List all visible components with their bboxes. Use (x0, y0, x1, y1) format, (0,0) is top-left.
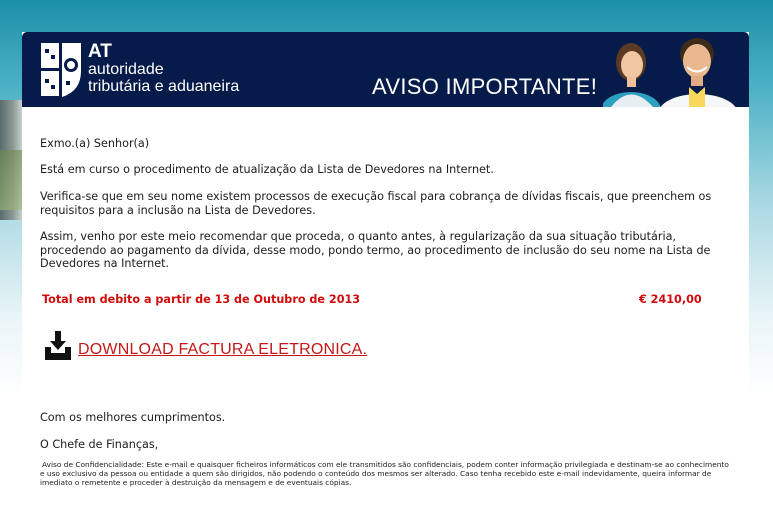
logo-line-1: autoridade (88, 61, 164, 78)
greeting: Exmo.(a) Senhor(a) (40, 137, 150, 150)
signature: O Chefe de Finanças, (40, 438, 159, 451)
paragraph-2: Verifica-se que em seu nome existem processos de execução fiscal para cobrança de dívidas fiscais, que preenchem os requisitos para a inclusão na Lista de Devedores. (40, 190, 712, 217)
download-invoice-link[interactable] (44, 331, 367, 361)
download-tray-icon (44, 331, 72, 361)
confidentiality-notice: Aviso de Confidencialidade: Este e-mail e quaisquer ficheiros informáticos com ele transmitidos são confidenciais, podem conter informação privilegiada e destinam-se ao conhecimento e uso exclusivo da pessoa ou entidade a quem são dirigidos, não podendo o conteúdo dos mesmos ser alterado. Caso tenha recebido este e-mail indevidamente, queira informar de imediato o remetente e proceder à destruição da mensagem e de eventuais cópias. (40, 460, 729, 487)
download-link-label[interactable]: DOWNLOAD FACTURA ELETRONICA. (78, 341, 368, 358)
total-amount: € 2410,00 (639, 293, 702, 306)
people-photo (603, 32, 743, 107)
paragraph-3: Assim, venho por este meio recomendar que proceda, o quanto antes, à regularização da sua situação tributária, procedendo ao pagamento da dívida, desse modo, pondo termo, ao procedimento de inclusão do seu nome na Lista de Devedores na Internet. (40, 230, 711, 271)
closing: Com os melhores cumprimentos. (40, 411, 226, 424)
email-card (22, 32, 749, 502)
paragraph-1: Está em curso o procedimento de atualização da Lista de Devedores na Internet. (40, 163, 494, 176)
total-label: Total em debito a partir de 13 de Outubro de 2013 (42, 293, 361, 306)
at-shield-logo-icon (40, 41, 82, 99)
header-banner (22, 32, 749, 107)
logo-abbrev: AT (88, 41, 112, 62)
logo-text (88, 42, 239, 95)
banner-title: AVISO IMPORTANTE! (372, 74, 598, 99)
background-grass (0, 150, 22, 210)
logo-line-2: tributária e aduaneira (88, 78, 240, 95)
